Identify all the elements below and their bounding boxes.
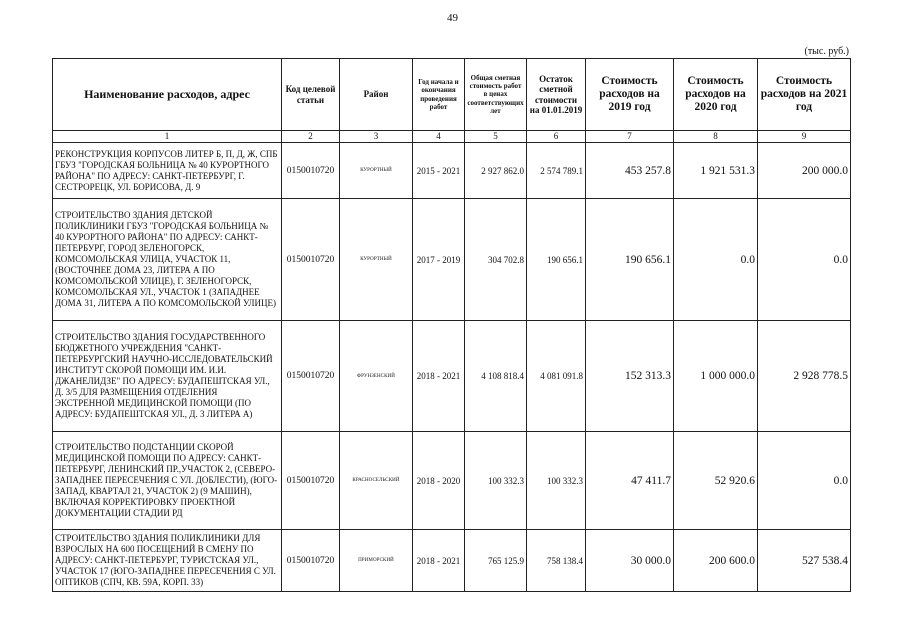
row-total-cost: 765 125.9 (465, 530, 527, 592)
row-code: 0150010720 (282, 143, 340, 199)
table-row (53, 432, 851, 530)
row-cost-2020: 52 920.6 (674, 432, 758, 530)
row-remaining: 2 574 789.1 (527, 143, 586, 199)
row-years: 2018 - 2021 (413, 321, 465, 432)
column-number: 2 (282, 131, 340, 143)
row-name: СТРОИТЕЛЬСТВО ЗДАНИЯ ПОЛИКЛИНИКИ ДЛЯ ВЗРОСЛЫХ НА 600 ПОСЕЩЕНИЙ В СМЕНУ ПО АДРЕСУ: САНКТ-ПЕТЕРБУРГ, ТУРИСТСКАЯ УЛ., УЧАСТОК 17 (ЮГО-ЗАПАДНЕЕ ПЕРЕСЕЧЕНИЯ С УЛ. ОПТИКОВ (СПЧ, КВ. 59А, КОРП. 33) (53, 530, 282, 592)
row-cost-2021: 0.0 (758, 432, 851, 530)
page-number: 49 (447, 12, 458, 24)
row-code: 0150010720 (282, 432, 340, 530)
row-remaining: 190 656.1 (527, 199, 586, 321)
row-district: КРАСНОСЕЛЬСКИЙ (340, 432, 413, 530)
row-total-cost: 2 927 862.0 (465, 143, 527, 199)
column-number: 5 (465, 131, 527, 143)
row-remaining: 100 332.3 (527, 432, 586, 530)
column-number-row (53, 131, 851, 143)
row-cost-2021: 2 928 778.5 (758, 321, 851, 432)
row-name: РЕКОНСТРУКЦИЯ КОРПУСОВ ЛИТЕР Б, П, Д, Ж, СПБ ГБУЗ "ГОРОДСКАЯ БОЛЬНИЦА № 40 КУРОРТНОГО РАЙОНА" ПО АДРЕСУ: САНКТ-ПЕТЕРБУРГ, Г. СЕСТРОРЕЦК, УЛ. БОРИСОВА, Д. 9 (53, 143, 282, 199)
row-name: СТРОИТЕЛЬСТВО ЗДАНИЯ ДЕТСКОЙ ПОЛИКЛИНИКИ ГБУЗ "ГОРОДСКАЯ БОЛЬНИЦА № 40 КУРОРТНОГО РАЙОНА" ПО АДРЕСУ: САНКТ-ПЕТЕРБУРГ, ГОРОД ЗЕЛЕНОГОРСК, КОМСОМОЛЬСКАЯ УЛИЦА, УЧАСТОК 11, (ВОСТОЧНЕЕ ДОМА 23, ЛИТЕРА А ПО КОМСОМОЛЬСКОЙ УЛИЦЕ), Г. ЗЕЛЕНОГОРСК, КОМСОМОЛЬСКАЯ УЛ., УЧАСТОК 1 (ЗАПАДНЕЕ ДОМА 31, ЛИТЕРА А ПО КОМСОМОЛЬСКОЙ УЛИЦЕ) (53, 199, 282, 321)
row-cost-2019: 47 411.7 (586, 432, 674, 530)
header-code: Код целевой статьи (282, 59, 340, 131)
row-remaining: 758 138.4 (527, 530, 586, 592)
row-cost-2021: 200 000.0 (758, 143, 851, 199)
header-cost-2019: Стоимость расходов на 2019 год (586, 59, 674, 131)
column-number: 7 (586, 131, 674, 143)
table-row (53, 143, 851, 199)
row-district: ПРИМОРСКИЙ (340, 530, 413, 592)
row-cost-2019: 453 257.8 (586, 143, 674, 199)
row-years: 2018 - 2020 (413, 432, 465, 530)
header-cost-2020: Стоимость расходов на 2020 год (674, 59, 758, 131)
row-total-cost: 100 332.3 (465, 432, 527, 530)
row-code: 0150010720 (282, 321, 340, 432)
row-district: ФРУНЗЕНСКИЙ (340, 321, 413, 432)
row-code: 0150010720 (282, 530, 340, 592)
row-name: СТРОИТЕЛЬСТВО ЗДАНИЯ ГОСУДАРСТВЕННОГО БЮДЖЕТНОГО УЧРЕЖДЕНИЯ "САНКТ-ПЕТЕРБУРГСКИЙ НАУЧНО-ИССЛЕДОВАТЕЛЬСКИЙ ИНСТИТУТ СКОРОЙ ПОМОЩИ ИМ. И.И. ДЖАНЕЛИДЗЕ" ПО АДРЕСУ: БУДАПЕШТСКАЯ УЛ., Д. 3/5 ДЛЯ РАЗМЕЩЕНИЯ ОТДЕЛЕНИЯ ЭКСТРЕННОЙ МЕДИЦИНСКОЙ ПОМОЩИ (ПО АДРЕСУ: БУДАПЕШТСКАЯ УЛ., Д. 3 ЛИТЕРА А) (53, 321, 282, 432)
row-total-cost: 4 108 818.4 (465, 321, 527, 432)
header-remaining: Остаток сметной стоимости на 01.01.2019 (527, 59, 586, 131)
header-total-cost: Общая сметная стоимость работ в ценах соответствующих лет (465, 59, 527, 131)
row-cost-2021: 0.0 (758, 199, 851, 321)
column-number: 4 (413, 131, 465, 143)
row-district: КУРОРТНЫЙ (340, 143, 413, 199)
row-cost-2020: 1 000 000.0 (674, 321, 758, 432)
column-number: 8 (674, 131, 758, 143)
table-row (53, 321, 851, 432)
header-name: Наименование расходов, адрес (53, 59, 282, 131)
row-cost-2019: 30 000.0 (586, 530, 674, 592)
table-row (53, 530, 851, 592)
row-remaining: 4 081 091.8 (527, 321, 586, 432)
column-number: 9 (758, 131, 851, 143)
header-row (53, 59, 851, 131)
units-label: (тыс. руб.) (804, 46, 849, 57)
header-years: Год начала и окончания проведения работ (413, 59, 465, 131)
row-years: 2015 - 2021 (413, 143, 465, 199)
row-cost-2020: 0.0 (674, 199, 758, 321)
header-district: Район (340, 59, 413, 131)
row-total-cost: 304 702.8 (465, 199, 527, 321)
row-cost-2019: 152 313.3 (586, 321, 674, 432)
row-years: 2018 - 2021 (413, 530, 465, 592)
column-number: 6 (527, 131, 586, 143)
row-code: 0150010720 (282, 199, 340, 321)
column-number: 1 (53, 131, 282, 143)
row-name: СТРОИТЕЛЬСТВО ПОДСТАНЦИИ СКОРОЙ МЕДИЦИНСКОЙ ПОМОЩИ ПО АДРЕСУ: САНКТ-ПЕТЕРБУРГ, ЛЕНИНСКИЙ ПР.,УЧАСТОК 2, (СЕВЕРО-ЗАПАДНЕЕ ПЕРЕСЕЧЕНИЯ С УЛ. ДОБЛЕСТИ), (ЮГО-ЗАПАД, КВАРТАЛ 21, УЧАСТОК 2) (9 МАШИН), ВКЛЮЧАЯ КОРРЕКТИРОВКУ ПРОЕКТНОЙ ДОКУМЕНТАЦИИ СТАДИИ РД (53, 432, 282, 530)
row-district: КУРОРТНЫЙ (340, 199, 413, 321)
column-number: 3 (340, 131, 413, 143)
row-cost-2021: 527 538.4 (758, 530, 851, 592)
header-cost-2021: Стоимость расходов на 2021 год (758, 59, 851, 131)
table-row (53, 199, 851, 321)
row-cost-2019: 190 656.1 (586, 199, 674, 321)
row-cost-2020: 200 600.0 (674, 530, 758, 592)
budget-table (52, 58, 851, 592)
row-years: 2017 - 2019 (413, 199, 465, 321)
row-cost-2020: 1 921 531.3 (674, 143, 758, 199)
